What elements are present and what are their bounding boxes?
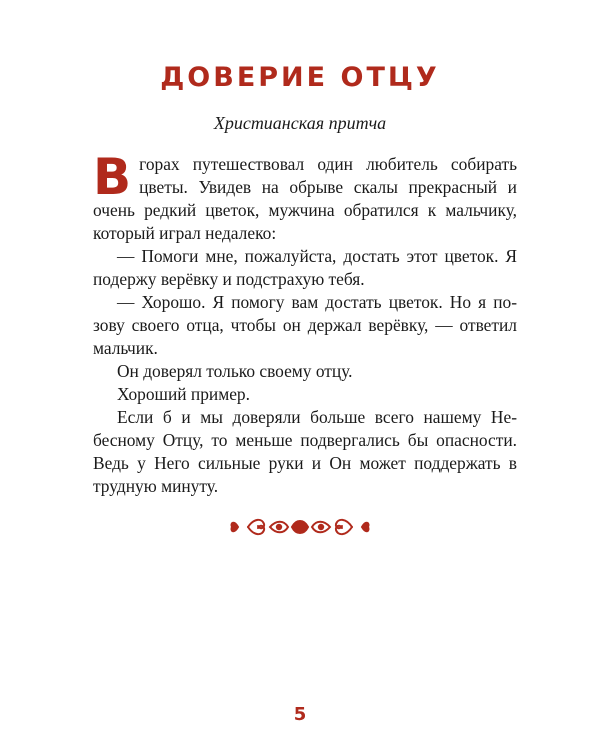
drop-cap: В bbox=[93, 148, 132, 206]
paragraph: — Хорошо. Я помогу вам достать цветок. Но я позову своего отца, чтобы он держал верёвку, — ответил мальчик. bbox=[93, 292, 517, 358]
page-number: 5 bbox=[293, 704, 307, 725]
parable-text bbox=[93, 148, 517, 498]
page-title: ДОВЕРИЕ ОТЦУ bbox=[160, 62, 440, 93]
paragraph-text: горах путешествовал один любитель собирать цветы. Увидев на обрыве скалы прекрасный и очень редкий цветок, мужчина обратился к мальчику, который играл недалеко: bbox=[93, 154, 517, 243]
paragraph: Он доверял только своему отцу. bbox=[117, 361, 353, 381]
paragraph: Если б и мы доверяли больше всего нашему Небесному Отцу, то меньше подвергались бы опасности. Ведь у Него сильные руки и Он может поддержать в трудную минуту. bbox=[93, 407, 517, 496]
paragraph: — Помоги мне, пожалуйста, достать этот цветок. Я подержу верёвку и подстрахую тебя. bbox=[93, 246, 517, 289]
paragraph: Хороший пример. bbox=[117, 384, 250, 404]
paragraph bbox=[93, 148, 517, 245]
subtitle: Христианская притча bbox=[213, 113, 387, 133]
ornament-divider-icon bbox=[228, 514, 372, 540]
